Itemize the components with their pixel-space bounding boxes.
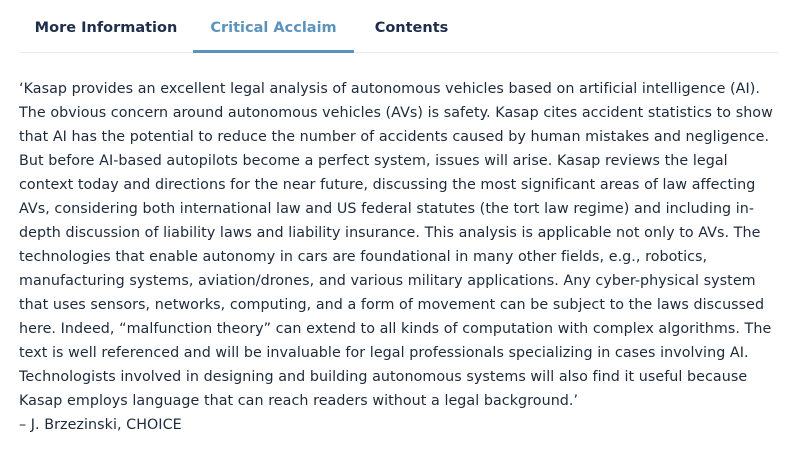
- tab-critical-acclaim[interactable]: Critical Acclaim: [193, 0, 354, 53]
- review-attribution: – J. Brzezinski, CHOICE: [19, 417, 182, 433]
- tab-contents[interactable]: Contents: [374, 20, 449, 36]
- review-text: ‘Kasap provides an excellent legal analysis of autonomous vehicles based on artificial intelligence (AI). The obvious concern around autonomous vehicles (AVs) is safety. Kasap cites accident statistics to show that AI has the potential to reduce the number of accidents caused by human mistakes and negligence. But before AI-based autopilots become a perfect system, issues will arise. Kasap reviews the legal context today and directions for the near future, discussing the most significant areas of law affecting AVs, considering both international law and US federal statutes (the tort law regime) and including in-depth discussion of liability laws and liability insurance. This analysis is applicable not only to AVs. The technologies that enable autonomy in cars are foundational in many other fields, e.g., robotics, manufacturing systems, aviation/drones, and various military applications. Any cyber-physical system that uses sensors, networks, computing, and a form of movement can be subject to the laws discussed here. Indeed, “malfunction theory” can extend to all kinds of computation with complex algorithms. The text is well referenced and will be invaluable for legal professionals specializing in cases involving AI. Technologists involved in designing and building autonomous systems will also find it useful because Kasap employs language that can reach readers without a legal background.’: [19, 81, 773, 409]
- tab-panel-critical-acclaim: [19, 77, 781, 437]
- tab-more-information[interactable]: More Information: [34, 20, 178, 36]
- tab-bar: [19, 0, 779, 53]
